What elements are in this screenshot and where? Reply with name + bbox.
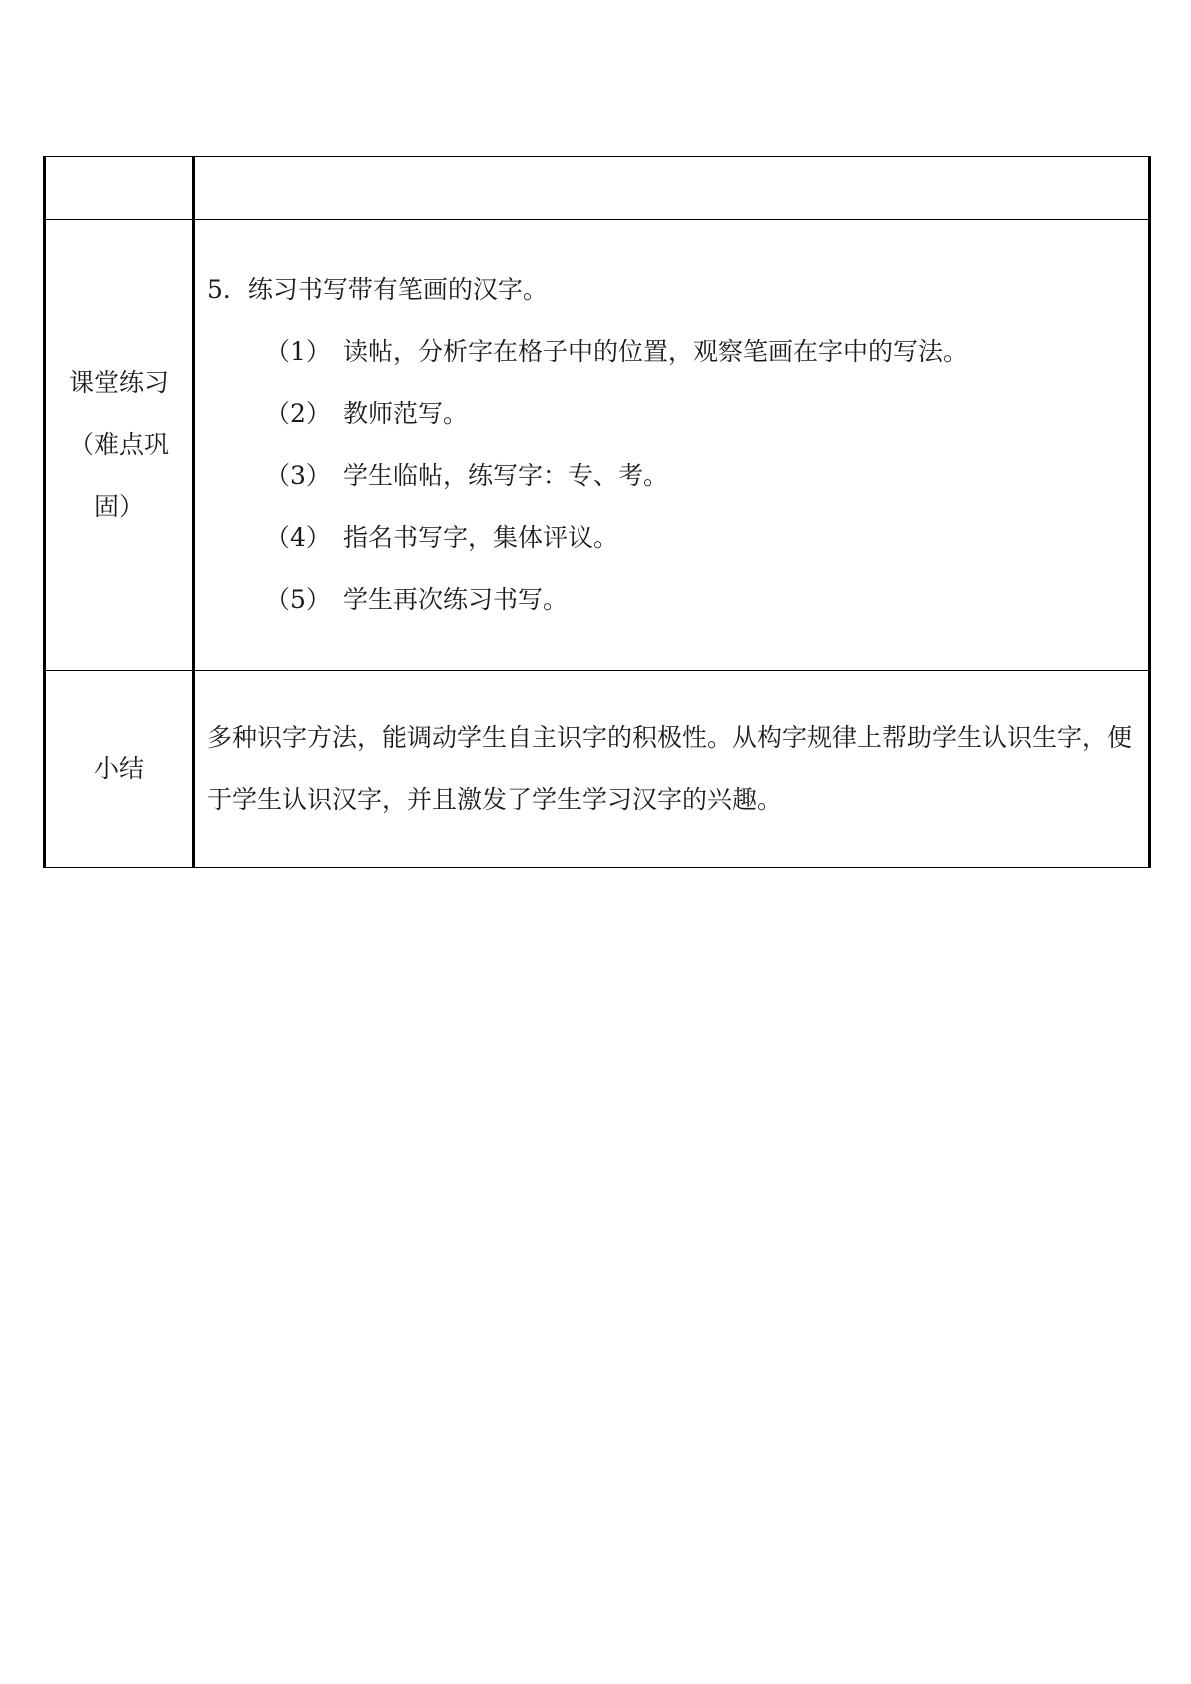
step-number: （1） xyxy=(265,337,331,366)
row-label-cell xyxy=(45,157,194,220)
exercise-content-cell xyxy=(194,220,1150,671)
list-item xyxy=(207,507,1138,569)
summary-label: 小结 xyxy=(93,754,144,783)
step-number: （4） xyxy=(265,523,331,552)
exercise-steps-list xyxy=(207,321,1138,631)
step-text: 教师范写。 xyxy=(343,399,469,428)
summary-content-cell xyxy=(194,671,1150,868)
step-number: （2） xyxy=(265,399,331,428)
table-row xyxy=(45,157,1150,220)
exercise-label: 课堂练习（难点巩固） xyxy=(68,368,169,521)
exercise-heading: 5．练习书写带有笔画的汉字。 xyxy=(207,275,548,304)
table-row xyxy=(45,671,1150,868)
step-number: （5） xyxy=(265,585,331,614)
step-text: 学生临帖，练写字：专、考。 xyxy=(343,461,669,490)
table-row xyxy=(45,220,1150,671)
lesson-table xyxy=(43,156,1151,868)
list-item xyxy=(207,569,1138,631)
row-label-cell xyxy=(45,220,194,671)
row-content-cell xyxy=(194,157,1150,220)
step-text: 读帖，分析字在格子中的位置，观察笔画在字中的写法。 xyxy=(343,337,969,366)
step-text: 指名书写字，集体评议。 xyxy=(343,523,619,552)
row-label-cell xyxy=(45,671,194,868)
summary-text: 多种识字方法，能调动学生自主识字的积极性。从构字规律上帮助学生认识生字，便于学生认识汉字，并且激发了学生学习汉字的兴趣。 xyxy=(207,723,1133,814)
list-item xyxy=(207,321,1138,383)
step-text: 学生再次练习书写。 xyxy=(343,585,569,614)
list-item xyxy=(207,445,1138,507)
list-item xyxy=(207,383,1138,445)
step-number: （3） xyxy=(265,461,331,490)
